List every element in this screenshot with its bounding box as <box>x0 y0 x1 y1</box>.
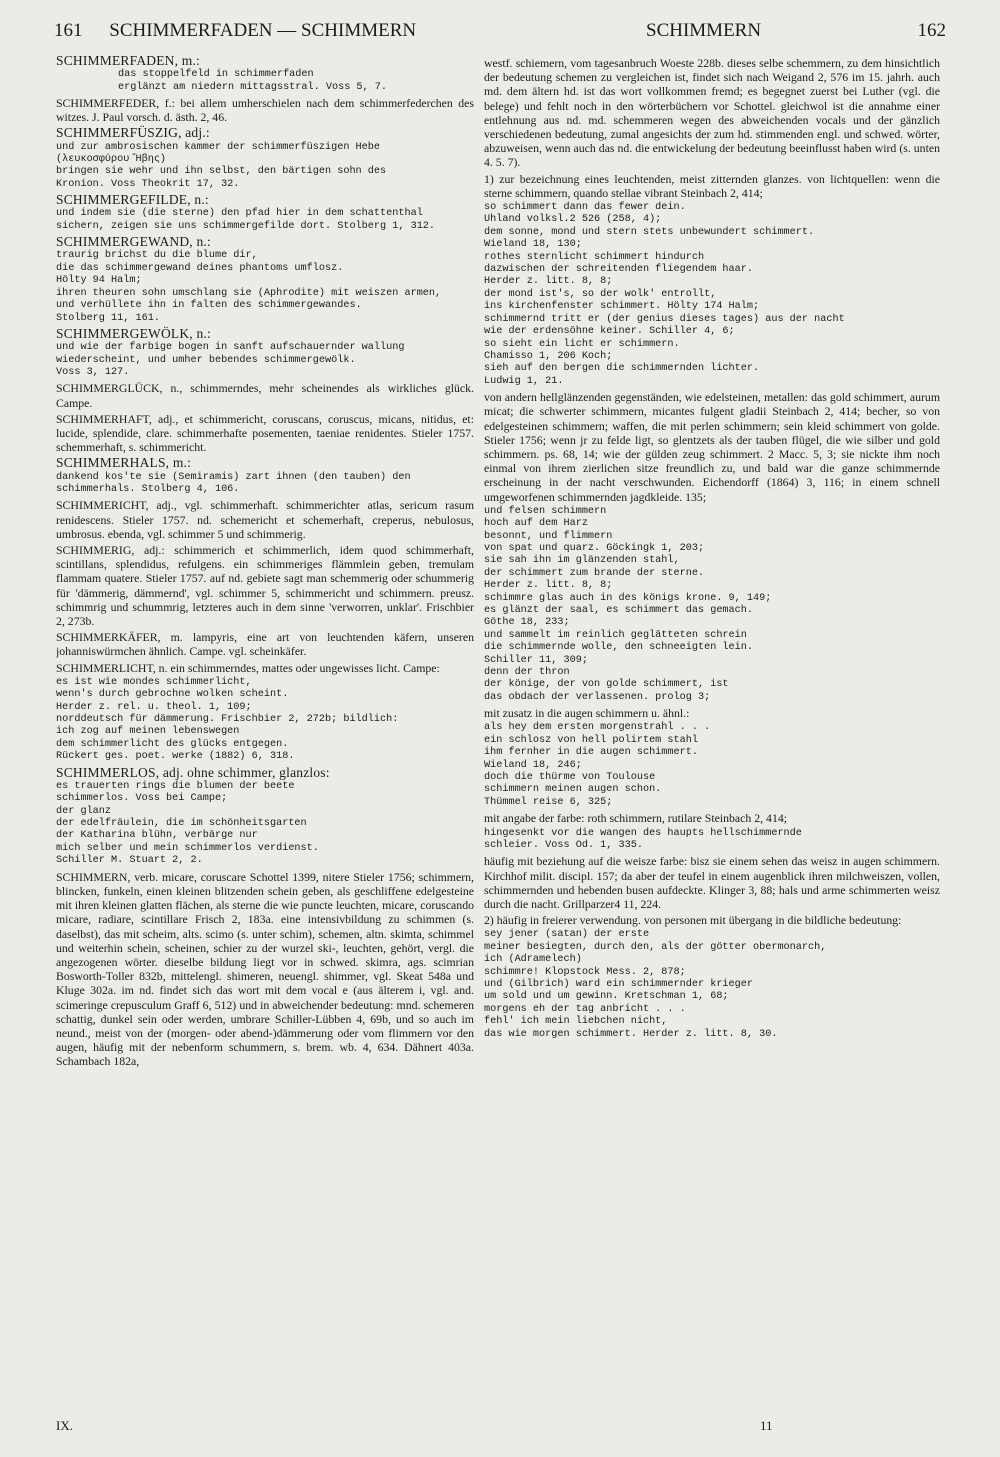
entry-paragraph: SCHIMMERHAFT, adj., et schimmericht, coruscans, coruscus, micans, nitidus, et: lucide, splendide, clare. schimmerhafte posementen, taeniae renidentes. Stieler 1757. schemmerhaft, s. schimmericht. <box>56 411 474 455</box>
entry-headword: SCHIMMERGEWÖLK, n.: <box>56 325 211 341</box>
citation-quote: dankend kos'te sie (Semiramis) zart ihnen (den tauben) den schimmerhals. Stolberg 4, 106. <box>56 471 411 495</box>
citation-quote: so schimmert dann das fewer dein. Uhland volksl.2 526 (258, 4); dem sonne, mond und stern stets unbewundert schimmert. Wieland 18, 130; rothes sternlicht schimmert hindurch dazwischen der schreitenden fliegendem haar. Herder z. litt. 8, 8; der mond ist's, so der wolk' entrollt, ins kirchenfenster schimmert. Hölty 174 Halm; schimmernd tritt er (der genius dieses tages) aus der nacht wie der erdensöhne keiner. Schiller 4, 6; so sieht ein licht er schimmern. Chamisso 1, 206 Koch; sieh auf den bergen die schimmernden lichter. Ludwig 1, 21. <box>484 202 845 387</box>
entry-paragraph: SCHIMMERLICHT, n. ein schimmerndes, mattes oder ungewisses licht. Campe: <box>56 660 440 675</box>
entry-paragraph: SCHIMMERGLÜCK, n., schimmerndes, mehr scheinendes als wirkliches glück. Campe. <box>56 381 474 410</box>
signature-mark: IX. <box>56 1418 73 1433</box>
entry-paragraph: SCHIMMERN, verb. micare, coruscare Schottel 1399, nitere Stieler 1756; schimmern, blincken, funkeln, einen kleinen blitzenden schein geben, als geschliffene edelgesteine mit ihren kleinen glatten flächen, als sterne die wie puncte leuchten, micare, coruscando micare, radiare, scintillare Frisch 2, 183a. eine intensivbildung zu schimmen (s. daselbst), das mit scheim, alts. scimo (s. unter schim), schemen, altn. skimta, schimmel und weiterhin schein, scheinen, schier zu der wurzel ski-, leuchten, gehört, vergl. die angezogenen wörter. dieselbe bildung liegt vor in schwed. skimra, ags. scimrian Bosworth-Toller 832b, mittelengl. shimeren, neuengl. shimmer, vgl. Skeat 548a und Kluge 302a. im nd. findet sich das wort mit dem vocal e (aus älterem i, vgl. and. scimeringe crepusculum Graff 6, 512) und in abweichender bedeutung: mnd. schemeren schattig, dunkel sein oder werden, umbrare Schiller-Lübben 4, 69b, und so auch im neund., meist von der (morgen- oder abend-)dämmerung oder vom flimmern vor den augen, häufig mit der nebenform schummern, s. brem. wb. 4, 634. Dähnert 403a. Schambach 182a, <box>56 869 474 1069</box>
citation-quote: und indem sie (die sterne) den pfad hier in dem schattenthal sichern, zeigen sie uns schimmergefilde dort. Stolberg 1, 312. <box>56 208 436 232</box>
right-page-number: 162 <box>917 20 946 41</box>
entry-paragraph: westf. schiemern, vom tagesanbruch Woeste 228b. dieses selbe schemmern, zu dem hinsichtlich der bedeutung schemen zu vergleichen ist, findet sich nach Weigand 2, 576 im 15. jahrh. auch md. dem ältern hd. ist das wort vollkommen fremd; es begegnet zuerst bei Luther (vgl. die belege) und fehlt noch in den wörterbüchern vor Schottel. gleichwol ist die annahme einer entlehnung aus nd. md. schemmeren wegen des abweichenden vocals und der gänzlich verschiedenen bedeutung, zumal angesichts der zum hd. stimmenden engl. und schwed. wörter, abzuweisen, wenn auch das nd. die entwickelung der bedeutung beeinflusst haben wird (s. unten 4. 5. 7). <box>484 56 940 170</box>
entry-paragraph: 2) häufig in freierer verwendung. von personen mit übergang in die bildliche bedeutung: <box>484 913 902 928</box>
citation-quote: es ist wie mondes schimmerlicht, wenn's durch gebrochne wolken scheint. Herder z. rel. u. theol. 1, 109; norddeutsch für dämmerung. Frischbier 2, 272b; bildlich: ich zog auf meinen lebenswegen dem schimmerlicht des glücks entgegen. Rückert ges. poet. werke (1882) 6, 318. <box>56 676 399 763</box>
entry-paragraph: mit zusatz in die augen schimmern u. ähnl.: <box>484 706 690 721</box>
entry-paragraph: mit angabe der farbe: roth schimmern, rutilare Steinbach 2, 414; <box>484 811 788 826</box>
entry-headword: SCHIMMERHALS, m.: <box>56 455 192 471</box>
right-column <box>484 54 940 1416</box>
left-page-number: 161 <box>54 20 83 41</box>
sheet-number: 11 <box>760 1418 773 1433</box>
left-running-title: SCHIMMERFADEN — SCHIMMERN <box>109 20 417 41</box>
citation-quote: und wie der farbige bogen in sanft aufschauernder wallung wiederscheint, und umher bebendes schimmergewölk. Voss 3, 127. <box>56 342 405 378</box>
entry-headword: SCHIMMERGEWAND, n.: <box>56 234 211 250</box>
citation-quote: das stoppelfeld in schimmerfaden erglänzt am niedern mittagsstral. Voss 5, 7. <box>118 69 387 93</box>
entry-paragraph: von andern hellglänzenden gegenständen, wie edelsteinen, metallen: das gold schimmert, aurum micat; die schwerter schimmern, micantes fulgent gladii Steinbach 2, 414; becher, so von edelgesteinen schimmern; waffen, die mit perlen schimmern; sein kleid schimmert von golde. Stieler 1756; wenn jr zu felde ligt, so glentzets als der tauben flügel, die wie silber und gold schimmern. ps. 68, 14; wie der gülden zeug schimmert. 2 Macc. 5, 3; sie nickte ihm noch einmal von ihrem zierlichen sitze freundlich zu, und bald war die ganze schimmernde erscheinung in der nacht verschwunden. Eichendorff (1864) 3, 116; in einem schnell umgeworfenen schimmernden jagdkleide. 135; <box>484 390 940 504</box>
citation-quote: sey jener (satan) der erste meiner besiegten, durch den, als der götter obermonarch, ich (Adramelech) schimmre! Klopstock Mess. 2, 878; und (Gilbrich) ward ein schimmernder krieger um sold und um gewinn. Kretschman 1, 68; morgens eh der tag anbricht . . . fehl' ich mein liebchen nicht, das wie morgen schimmert. Herder z. litt. 8, 30. <box>484 929 827 1040</box>
citation-quote: und zur ambrosischen kammer der schimmerfüszigen Hebe (λευκοσφύρου Ἥβης) bringen sie wehr und ihn selbst, den bärtigen sohn des Kronion. Voss Theokrit 17, 32. <box>56 141 387 190</box>
entry-paragraph: SCHIMMERFEDER, f.: bei allem umherschielen nach dem schimmerfederchen des witzes. J. Paul vorsch. d. ästh. 2, 46. <box>56 96 474 125</box>
entry-headword: SCHIMMERFÜSZIG, adj.: <box>56 125 210 141</box>
entry-headword: SCHIMMERLOS, adj. ohne schimmer, glanzlos: <box>56 764 330 780</box>
entry-headword: SCHIMMERGEFILDE, n.: <box>56 192 209 208</box>
entry-paragraph: SCHIMMERICHT, adj., vgl. schimmerhaft. schimmerichter atlas, sericum rasum renidescens. Stieler 1757. nd. schemericht et schemerhaft, creperus, nebulosus, umbrosus. ebenda, vgl. schimmer 5 und schimmerig. <box>56 498 474 541</box>
entry-paragraph: häufig mit beziehung auf die weisze farbe: bisz sie einem sehen das weisz in augen schimmern. Kirchhof milit. discipl. 157; da aber der teufel in einem augenblick ihren milchweiszen, vollen, schimmernden und hebenden busen aufdeckte. Klinger 3, 88; hals und arme schimmerten weisz durch die nacht. Grillparzer4 11, 224. <box>484 854 940 911</box>
entry-paragraph: SCHIMMERIG, adj.: schimmerich et schimmerlich, idem quod schimmerhaft, scintillans, splendidus, refulgens. ein schimmeriges flämmlein geben, tremulam flammam quatere. Stieler 1757. auf nd. gebiete sagt man schemmerig oder schummerig für 'dämmerig, dämmernd', vgl. schimmer 5, schimmericht und schimmern. preusz. schimmrig und schummrig, letzteres auch in dem sinne 'verworren, unklar'. Frischbier 2, 273b. <box>56 542 474 628</box>
left-header <box>54 20 416 42</box>
entry-headword: SCHIMMERFADEN, m.: <box>56 54 200 68</box>
right-running-title: SCHIMMERN <box>646 20 762 41</box>
left-column <box>56 54 474 1416</box>
entry-paragraph: SCHIMMERKÄFER, m. lampyris, eine art von leuchtenden käfern, unseren johanniswürmchen ähnlich. Campe. vgl. scheinkäfer. <box>56 630 474 659</box>
citation-quote: als hey dem ersten morgenstrahl . . . ein schlosz von hell polirtem stahl ihm fernher in die augen schimmert. Wieland 18, 246; doch die thürme von Toulouse schimmern meinen augen schon. Thümmel reise 6, 325; <box>484 722 711 808</box>
entry-paragraph: 1) zur bezeichnung eines leuchtenden, meist zitternden glanzes. von lichtquellen: wenn die sterne schimmern, quando stellae vibrant Steinbach 2, 414; <box>484 171 940 200</box>
citation-quote: und felsen schimmern hoch auf dem Harz besonnt, und flimmern von spat und quarz. Göckingk 1, 203; sie sah ihn im glänzenden stahl, der schimmert zum brande der sterne. Herder z. litt. 8, 8; schimmre glas auch in des königs krone. 9, 149; es glänzt der saal, es schimmert das gemach. Göthe 18, 233; und sammelt im reinlich geglätteten schrein die schimmernde wolle, den schneeigten lein. Schiller 11, 309; denn der thron der könige, der von golde schimmert, ist das obdach der verlassenen. prolog 3; <box>484 505 772 703</box>
citation-quote: traurig brichst du die blume dir, die das schimmergewand deines phantoms umflosz. Hölty 94 Halm; ihren theuren sohn umschlang sie (Aphrodite) mit weiszen armen, und verhüllete ihn in falten des schimmergewandes. Stolberg 11, 161. <box>56 250 442 324</box>
right-header <box>896 20 947 42</box>
citation-quote: es trauerten rings die blumen der beete schimmerlos. Voss bei Campe; der glanz der edelfräulein, die im schönheitsgarten der Katharina blühn, verbärge nur mich selber und mein schimmerlos verdienst. Schiller M. Stuart 2, 2. <box>56 780 319 867</box>
citation-quote: hingesenkt vor die wangen des haupts hellschimmernde schleier. Voss Od. 1, 335. <box>484 827 802 851</box>
page-header <box>54 20 946 48</box>
